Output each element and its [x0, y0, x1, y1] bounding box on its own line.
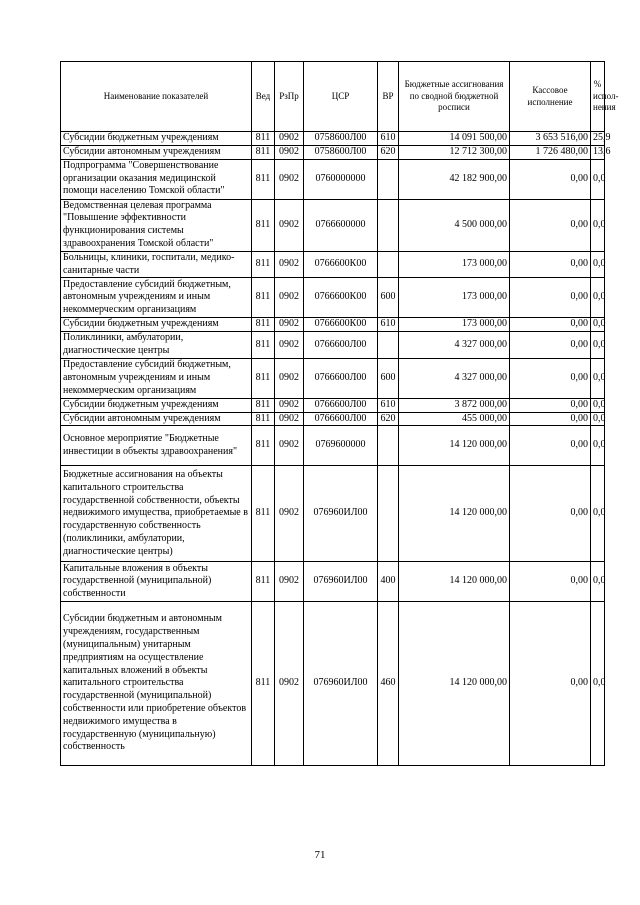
cell-vr: 610 — [378, 398, 399, 412]
table-row — [61, 132, 605, 146]
cell-ved: 811 — [252, 426, 275, 466]
cell-vr: 610 — [378, 318, 399, 332]
cell-ved: 811 — [252, 412, 275, 426]
cell-budget: 173 000,00 — [399, 318, 510, 332]
table-row — [61, 278, 605, 318]
table-body — [61, 132, 611, 766]
table-header-row — [61, 62, 605, 132]
header-name: Наименование показателей — [61, 62, 252, 132]
cell-cash: 0,00 — [510, 251, 591, 278]
cell-rzpr: 0902 — [275, 562, 304, 602]
table-row — [61, 562, 605, 602]
cell-csr: 076960ИЛ00 — [304, 602, 378, 766]
cell-vr — [378, 466, 399, 562]
cell-budget: 14 120 000,00 — [399, 466, 510, 562]
cell-rzpr: 0902 — [275, 602, 304, 766]
table-row — [61, 145, 605, 159]
cell-name: Субсидии бюджетным учреждениям — [61, 318, 252, 332]
cell-cash: 0,00 — [510, 159, 591, 199]
cell-name: Предоставление субсидий бюджетным, автономным учреждениям и иным некоммерческим организациям — [61, 278, 252, 318]
table-row — [61, 412, 605, 426]
cell-rzpr: 0902 — [275, 412, 304, 426]
cell-rzpr: 0902 — [275, 398, 304, 412]
cell-cash: 0,00 — [510, 466, 591, 562]
cell-ved: 811 — [252, 199, 275, 251]
cell-rzpr: 0902 — [275, 332, 304, 359]
cell-rzpr: 0902 — [275, 358, 304, 398]
cell-name: Субсидии бюджетным и автономным учреждениям, государственным (муниципальным) унитарным предприятиям на осуществление капитальных вложений в объекты капитального строительства государственной (муниципальной) собственности или приобретение объектов недвижимого имущества в государственную (муниципальную) собственность — [61, 602, 252, 766]
cell-budget: 42 182 900,00 — [399, 159, 510, 199]
cell-ved: 811 — [252, 159, 275, 199]
cell-cash: 0,00 — [510, 358, 591, 398]
cell-ved: 811 — [252, 278, 275, 318]
cell-csr: 0766600К00 — [304, 251, 378, 278]
cell-pct: 0,0 — [591, 251, 605, 278]
cell-cash: 0,00 — [510, 398, 591, 412]
cell-csr: 0766600Л00 — [304, 398, 378, 412]
header-ved: Вед — [252, 62, 275, 132]
cell-vr: 610 — [378, 132, 399, 146]
cell-ved: 811 — [252, 318, 275, 332]
cell-pct: 0,0 — [591, 466, 605, 562]
cell-cash: 0,00 — [510, 278, 591, 318]
cell-pct: 13,6 — [591, 145, 605, 159]
cell-rzpr: 0902 — [275, 318, 304, 332]
table-row — [61, 358, 605, 398]
cell-name: Больницы, клиники, госпитали, медико-санитарные части — [61, 251, 252, 278]
cell-ved: 811 — [252, 332, 275, 359]
cell-ved: 811 — [252, 251, 275, 278]
cell-rzpr: 0902 — [275, 426, 304, 466]
cell-rzpr: 0902 — [275, 199, 304, 251]
table-row — [61, 602, 605, 766]
header-cash: Кассовое исполнение — [510, 62, 591, 132]
cell-vr: 600 — [378, 278, 399, 318]
cell-pct: 0,0 — [591, 358, 605, 398]
cell-ved: 811 — [252, 145, 275, 159]
cell-cash: 1 726 480,00 — [510, 145, 591, 159]
cell-budget: 173 000,00 — [399, 278, 510, 318]
cell-budget: 455 000,00 — [399, 412, 510, 426]
cell-ved: 811 — [252, 602, 275, 766]
cell-name: Субсидии бюджетным учреждениям — [61, 398, 252, 412]
cell-vr — [378, 159, 399, 199]
cell-vr: 620 — [378, 412, 399, 426]
cell-name: Бюджетные ассигнования на объекты капитального строительства государственной собственности, объекты недвижимого имущества, приобретаемые в государственную собственность (поликлиники, амбулатории, диагностические центры) — [61, 466, 252, 562]
header-pct: % испол- нения — [591, 62, 605, 132]
cell-csr: 0766600Л00 — [304, 412, 378, 426]
cell-cash: 0,00 — [510, 199, 591, 251]
cell-vr: 400 — [378, 562, 399, 602]
cell-csr: 0758600Л00 — [304, 145, 378, 159]
header-budget: Бюджетные ассигнования по сводной бюджетной росписи — [399, 62, 510, 132]
cell-pct: 0,0 — [591, 562, 605, 602]
cell-pct: 0,0 — [591, 318, 605, 332]
cell-csr: 0766600000 — [304, 199, 378, 251]
cell-vr: 620 — [378, 145, 399, 159]
table-row — [61, 398, 605, 412]
cell-csr: 0758600Л00 — [304, 132, 378, 146]
table-row — [61, 318, 605, 332]
cell-rzpr: 0902 — [275, 145, 304, 159]
cell-budget: 4 327 000,00 — [399, 332, 510, 359]
cell-ved: 811 — [252, 132, 275, 146]
cell-pct: 0,0 — [591, 332, 605, 359]
cell-budget: 4 327 000,00 — [399, 358, 510, 398]
cell-ved: 811 — [252, 398, 275, 412]
cell-name: Капитальные вложения в объекты государственной (муниципальной) собственности — [61, 562, 252, 602]
cell-name: Ведомственная целевая программа "Повышение эффективности функционирования системы здравоохранения Томской области" — [61, 199, 252, 251]
cell-pct: 0,0 — [591, 412, 605, 426]
cell-budget: 14 120 000,00 — [399, 562, 510, 602]
table-row — [61, 159, 605, 199]
cell-ved: 811 — [252, 562, 275, 602]
cell-vr — [378, 251, 399, 278]
cell-budget: 12 712 300,00 — [399, 145, 510, 159]
table-row — [61, 199, 605, 251]
cell-budget: 4 500 000,00 — [399, 199, 510, 251]
cell-pct: 0,0 — [591, 398, 605, 412]
cell-name: Субсидии автономным учреждениям — [61, 412, 252, 426]
cell-name: Субсидии бюджетным учреждениям — [61, 132, 252, 146]
cell-rzpr: 0902 — [275, 159, 304, 199]
cell-vr — [378, 426, 399, 466]
cell-csr: 0766600К00 — [304, 318, 378, 332]
cell-csr: 076960ИЛ00 — [304, 466, 378, 562]
cell-cash: 0,00 — [510, 562, 591, 602]
cell-vr: 600 — [378, 358, 399, 398]
cell-budget: 14 120 000,00 — [399, 426, 510, 466]
cell-name: Подпрограмма "Совершенствование организации оказания медицинской помощи населению Томской области" — [61, 159, 252, 199]
cell-budget: 3 872 000,00 — [399, 398, 510, 412]
cell-cash: 0,00 — [510, 602, 591, 766]
cell-csr: 0766600Л00 — [304, 332, 378, 359]
table-row — [61, 332, 605, 359]
cell-cash: 0,00 — [510, 332, 591, 359]
cell-pct: 0,0 — [591, 426, 605, 466]
cell-rzpr: 0902 — [275, 466, 304, 562]
cell-csr: 0766600Л00 — [304, 358, 378, 398]
cell-csr: 0766600К00 — [304, 278, 378, 318]
cell-vr — [378, 199, 399, 251]
cell-csr: 076960ИЛ00 — [304, 562, 378, 602]
cell-name: Основное мероприятие "Бюджетные инвестиции в объекты здравоохранения" — [61, 426, 252, 466]
table-row — [61, 466, 605, 562]
cell-pct: 0,0 — [591, 159, 605, 199]
table-row — [61, 426, 605, 466]
header-csr: ЦСР — [304, 62, 378, 132]
cell-budget: 173 000,00 — [399, 251, 510, 278]
cell-vr: 460 — [378, 602, 399, 766]
cell-name: Предоставление субсидий бюджетным, автономным учреждениям и иным некоммерческим организациям — [61, 358, 252, 398]
cell-ved: 811 — [252, 358, 275, 398]
cell-pct: 0,0 — [591, 602, 605, 766]
cell-rzpr: 0902 — [275, 132, 304, 146]
header-rzpr: РзПр — [275, 62, 304, 132]
cell-vr — [378, 332, 399, 359]
cell-cash: 0,00 — [510, 318, 591, 332]
cell-budget: 14 120 000,00 — [399, 602, 510, 766]
page-number: 71 — [314, 849, 326, 861]
budget-execution-table — [60, 61, 619, 766]
cell-pct: 0,0 — [591, 199, 605, 251]
cell-pct: 25,9 — [591, 132, 605, 146]
cell-pct: 0,0 — [591, 278, 605, 318]
table-row — [61, 251, 605, 278]
cell-ved: 811 — [252, 466, 275, 562]
cell-name: Поликлиники, амбулатории, диагностические центры — [61, 332, 252, 359]
cell-cash: 3 653 516,00 — [510, 132, 591, 146]
cell-rzpr: 0902 — [275, 251, 304, 278]
cell-rzpr: 0902 — [275, 278, 304, 318]
cell-cash: 0,00 — [510, 426, 591, 466]
cell-name: Субсидии автономным учреждениям — [61, 145, 252, 159]
header-vr: ВР — [378, 62, 399, 132]
cell-budget: 14 091 500,00 — [399, 132, 510, 146]
cell-cash: 0,00 — [510, 412, 591, 426]
cell-csr: 0760000000 — [304, 159, 378, 199]
cell-csr: 0769600000 — [304, 426, 378, 466]
